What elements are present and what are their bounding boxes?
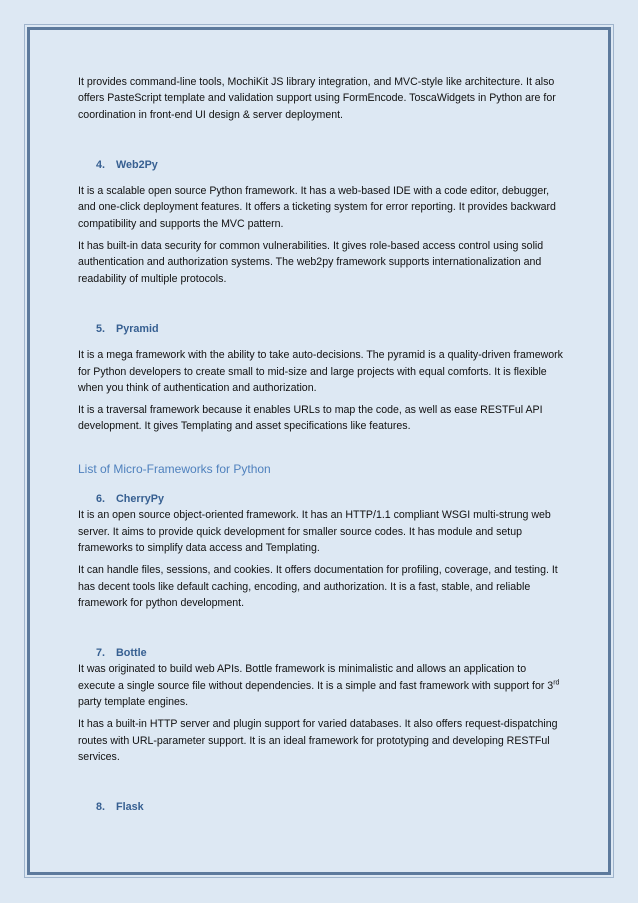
section-title-micro-frameworks: List of Micro-Frameworks for Python xyxy=(78,461,271,476)
web2py-paragraph-1: It is a scalable open source Python framework. It has a web-based IDE with a code editor, debugger, and one-click deployment features. It offers a ticketing system for error reporting. It provides backward compatibility and supports the MVC pattern. xyxy=(78,185,556,230)
heading-number: 4. xyxy=(96,158,106,171)
bottle-text-part: It was originated to build web APIs. Bottle framework is minimalistic and allows an application to execute a single source file without dependencies. It is a simple and fast framework with support for 3 xyxy=(78,663,554,692)
cherrypy-paragraph-2: It can handle files, sessions, and cookies. It offers documentation for profiling, coverage, and testing. It has decent tools like default caching, encoding, and authorization. It is a fast, stable, and reliable framework for python development. xyxy=(78,564,558,609)
heading-number: 7. xyxy=(96,647,106,660)
intro-paragraph: It provides command-line tools, MochiKit JS library integration, and MVC-style like architecture. It also offers PasteScript template and validation support using FormEncode. ToscaWidgets in Python are for coordination in front-end UI design & server deployment. xyxy=(78,76,556,121)
heading-title: Bottle xyxy=(116,647,147,660)
heading-number: 8. xyxy=(96,801,106,814)
heading-pyramid xyxy=(78,321,566,337)
ordinal-suffix: rd xyxy=(553,679,560,687)
document-body xyxy=(78,74,566,826)
heading-title: Flask xyxy=(116,801,144,814)
bottle-paragraph-2: It has a built-in HTTP server and plugin support for varied databases. It also offers request-dispatching routes with URL-parameter support. It is an ideal framework for prototyping and developing RESTFul services. xyxy=(78,718,558,763)
heading-number: 5. xyxy=(96,322,106,335)
bottle-paragraph-1 xyxy=(78,661,566,710)
cherrypy-paragraph-1: It is an open source object-oriented framework. It has an HTTP/1.1 compliant WSGI multi-strung web server. It aims to provide quick development for smaller source codes. It has module and setup frameworks to simplify data access and Templating. xyxy=(78,509,551,554)
pyramid-paragraph-2: It is a traversal framework because it enables URLs to map the code, as well as ease RESTFul API development. It gives Templating and asset specifications like features. xyxy=(78,404,543,433)
heading-title: Pyramid xyxy=(116,322,159,335)
heading-web2py xyxy=(78,157,566,173)
heading-title: CherryPy xyxy=(116,493,165,506)
heading-title: Web2Py xyxy=(116,158,158,171)
heading-bottle xyxy=(78,645,566,661)
heading-cherrypy xyxy=(78,491,566,507)
heading-flask xyxy=(78,799,566,815)
heading-number: 6. xyxy=(96,493,106,506)
web2py-paragraph-2: It has built-in data security for common vulnerabilities. It gives role-based access control using solid authentication and authorization systems. The web2py framework supports internationalization and readability of multiple protocols. xyxy=(78,240,544,285)
pyramid-paragraph-1: It is a mega framework with the ability to take auto-decisions. The pyramid is a quality-driven framework for Python developers to create small to mid-size and large projects with equal comforts. It is flexible when you think of authentication and authorization. xyxy=(78,349,563,394)
bottle-text-part: party template engines. xyxy=(78,696,189,709)
